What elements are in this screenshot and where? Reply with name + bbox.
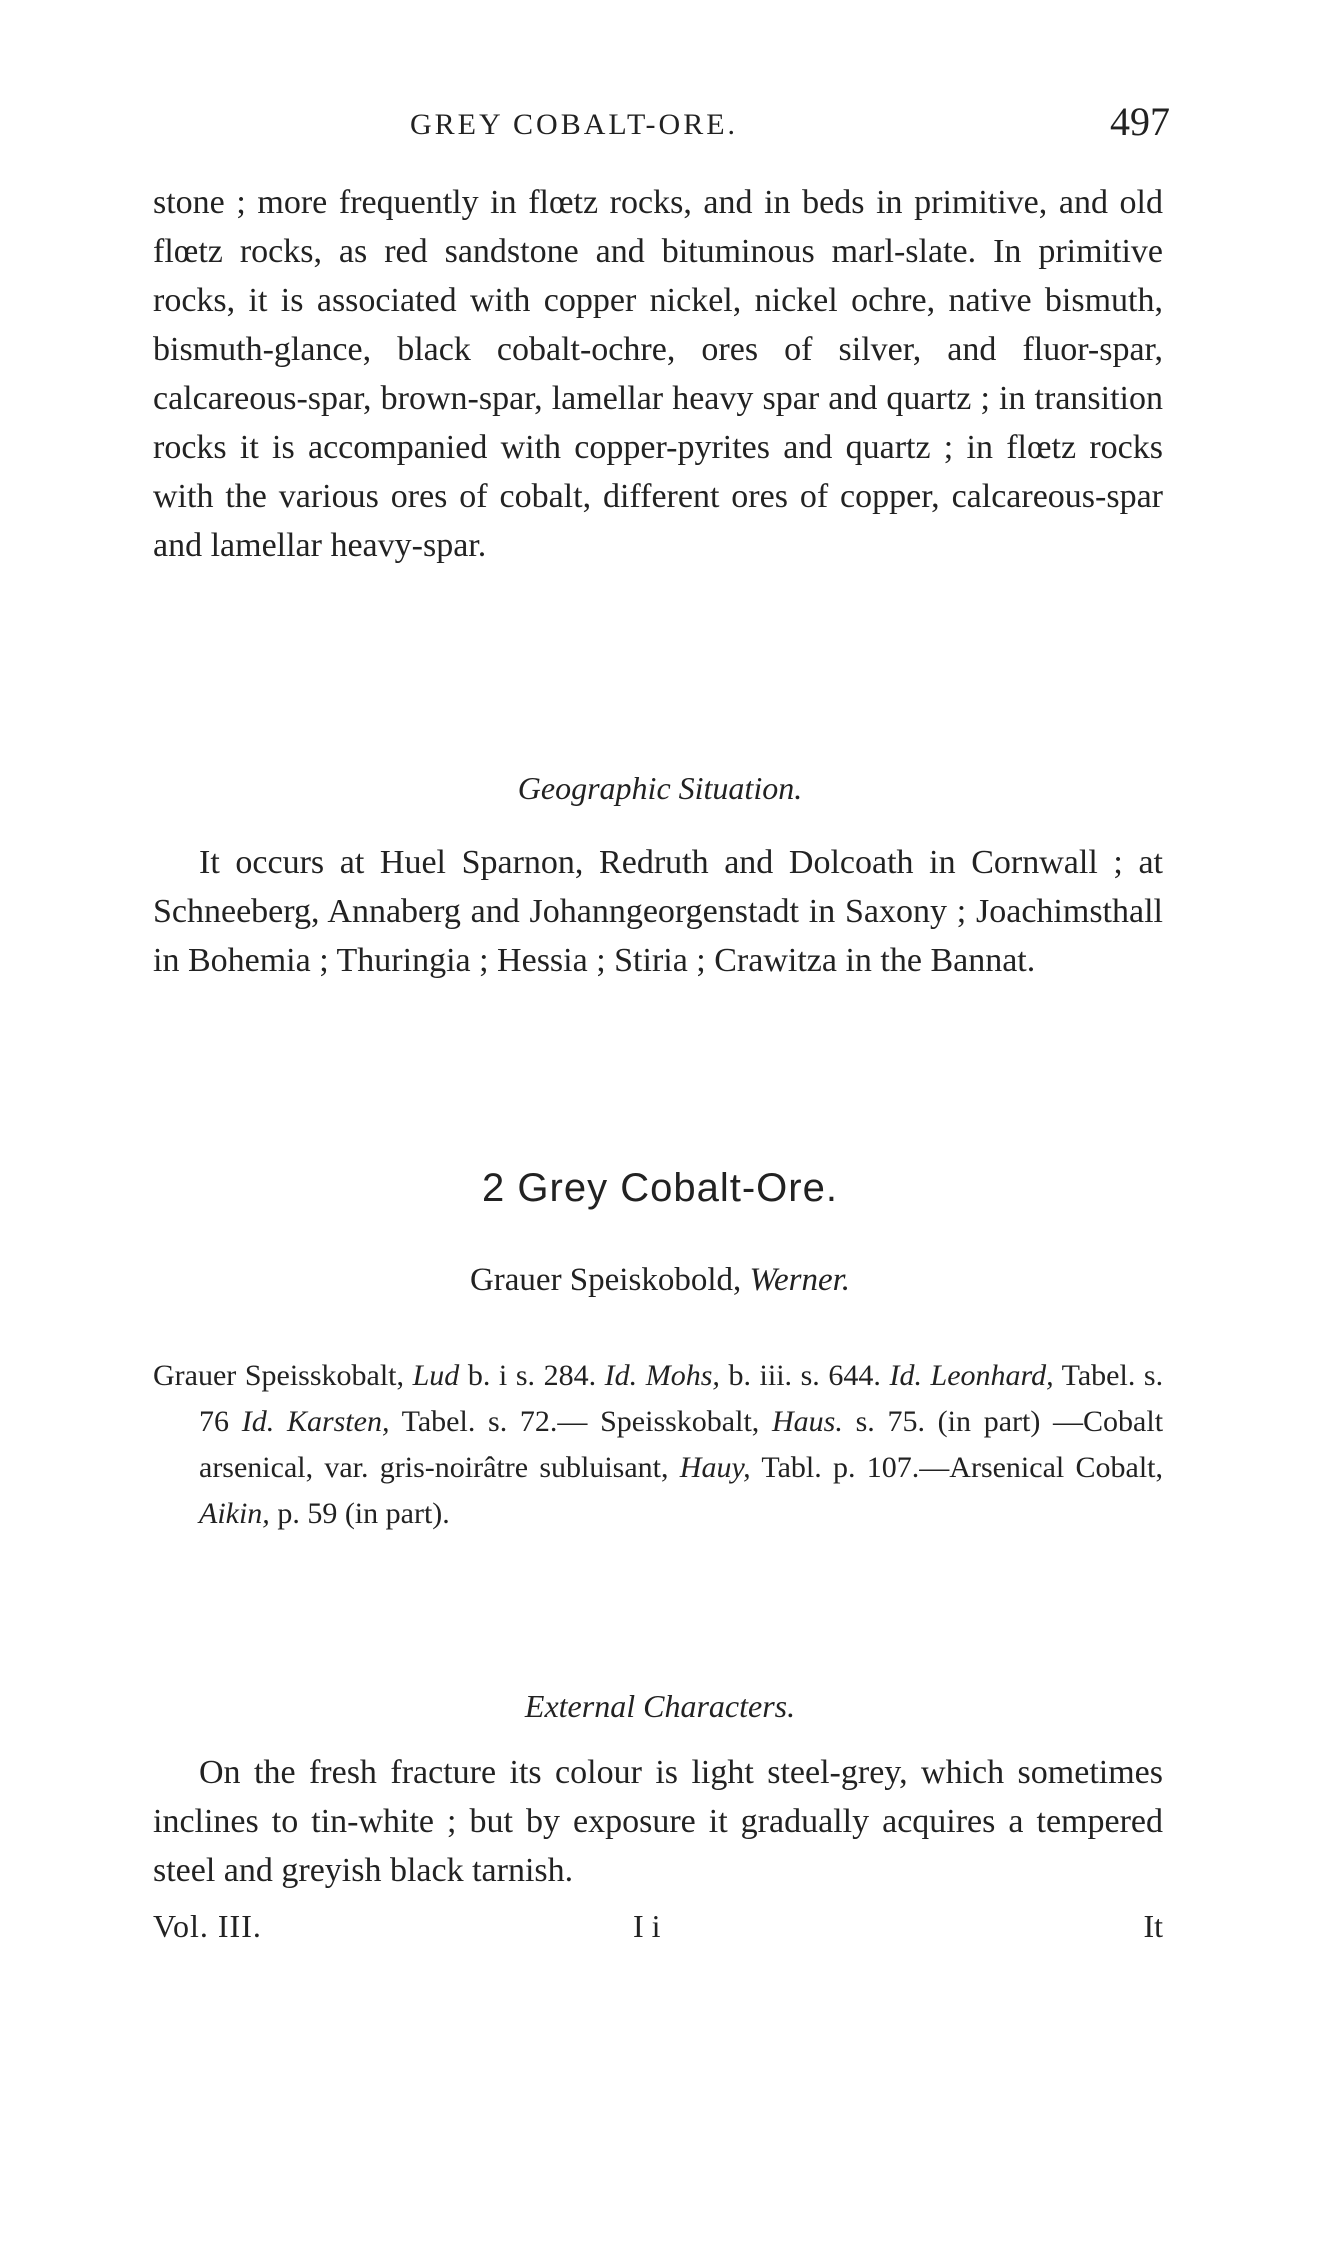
syn-author: Aikin, bbox=[199, 1497, 270, 1530]
german-name: Grauer Speiskobold, bbox=[469, 1262, 742, 1298]
syn-part: b. i s. 284. bbox=[467, 1359, 597, 1392]
page-number: 497 bbox=[1110, 99, 1170, 144]
running-title: GREY COBALT-ORE. bbox=[410, 108, 739, 141]
syn-author: Leonhard, bbox=[930, 1359, 1054, 1392]
synonymy-block bbox=[153, 1353, 1163, 1537]
syn-author: Karsten, bbox=[286, 1405, 390, 1438]
syn-part: Tabel. s. 76 bbox=[199, 1359, 1164, 1438]
syn-author: Id. bbox=[604, 1359, 638, 1392]
page-footer bbox=[153, 1908, 1163, 1952]
external-characters-heading: External Characters. bbox=[524, 1688, 796, 1724]
gathering-signature: I i bbox=[633, 1908, 661, 1944]
german-authority: Werner. bbox=[749, 1262, 851, 1298]
species-title: 2 Grey Cobalt-Ore. bbox=[482, 1166, 838, 1210]
geographic-situation-heading: Geographic Situation. bbox=[517, 770, 803, 806]
volume-signature: Vol. III. bbox=[153, 1908, 262, 1944]
syn-part: b. iii. s. 644. bbox=[728, 1359, 881, 1392]
external-text: On the fresh fracture its colour is light steel-grey, which sometimes inclines to tin-white ; but by exposure it gradually acquires a tempered steel and greyish black tarnish. bbox=[153, 1754, 1163, 1889]
syn-part: Tabl. p. 107.—Arsenical Cobalt, bbox=[761, 1451, 1163, 1484]
syn-part: Tabel. s. 72.— Speisskobalt, bbox=[401, 1405, 760, 1438]
geographic-paragraph bbox=[153, 838, 1163, 985]
syn-part: p. 59 (in part). bbox=[277, 1497, 450, 1530]
syn-author: Haus. bbox=[772, 1405, 843, 1438]
continuation-text: stone ; more frequently in flœtz rocks, and in beds in primitive, and old flœtz rocks, as red sandstone and bituminous marl-slate. In primitive rocks, it is associated with copper nickel, nickel ochre, native bismuth, bismuth-glance, black cobalt-ochre, ores of silver, and fluor-spar, calcareous-spar, brown-spar, lamellar heavy spar and quartz ; in transition rocks it is accompanied with copper-pyrites and quartz ; in flœtz rocks with the various ores of cobalt, different ores of copper, calcareous-spar and lamellar heavy-spar. bbox=[153, 184, 1163, 564]
continuation-paragraph bbox=[153, 178, 1163, 570]
catchword: It bbox=[1143, 1908, 1163, 1944]
syn-part: Grauer Speisskobalt, bbox=[153, 1359, 405, 1392]
syn-author: Id. bbox=[241, 1405, 275, 1438]
german-name-line bbox=[150, 1262, 1170, 1299]
syn-part: s. 75. (in part) —Cobalt arsenical, var. gris-noirâtre subluisant, bbox=[199, 1405, 1164, 1484]
syn-author: Hauy, bbox=[679, 1451, 751, 1484]
synonymy-text bbox=[153, 1353, 1163, 1537]
syn-author: Lud bbox=[412, 1359, 460, 1392]
external-paragraph bbox=[153, 1748, 1163, 1895]
geographic-text: It occurs at Huel Sparnon, Redruth and Dolcoath in Cornwall ; at Schneeberg, Annaberg and Johanngeorgenstadt in Saxony ; Joachimsthall in Bohemia ; Thuringia ; Hessia ; Stiria ; Crawitza in the Bannat. bbox=[153, 844, 1163, 979]
syn-author: Mohs, bbox=[645, 1359, 720, 1392]
running-head bbox=[150, 98, 1170, 148]
syn-author: Id. bbox=[889, 1359, 922, 1392]
